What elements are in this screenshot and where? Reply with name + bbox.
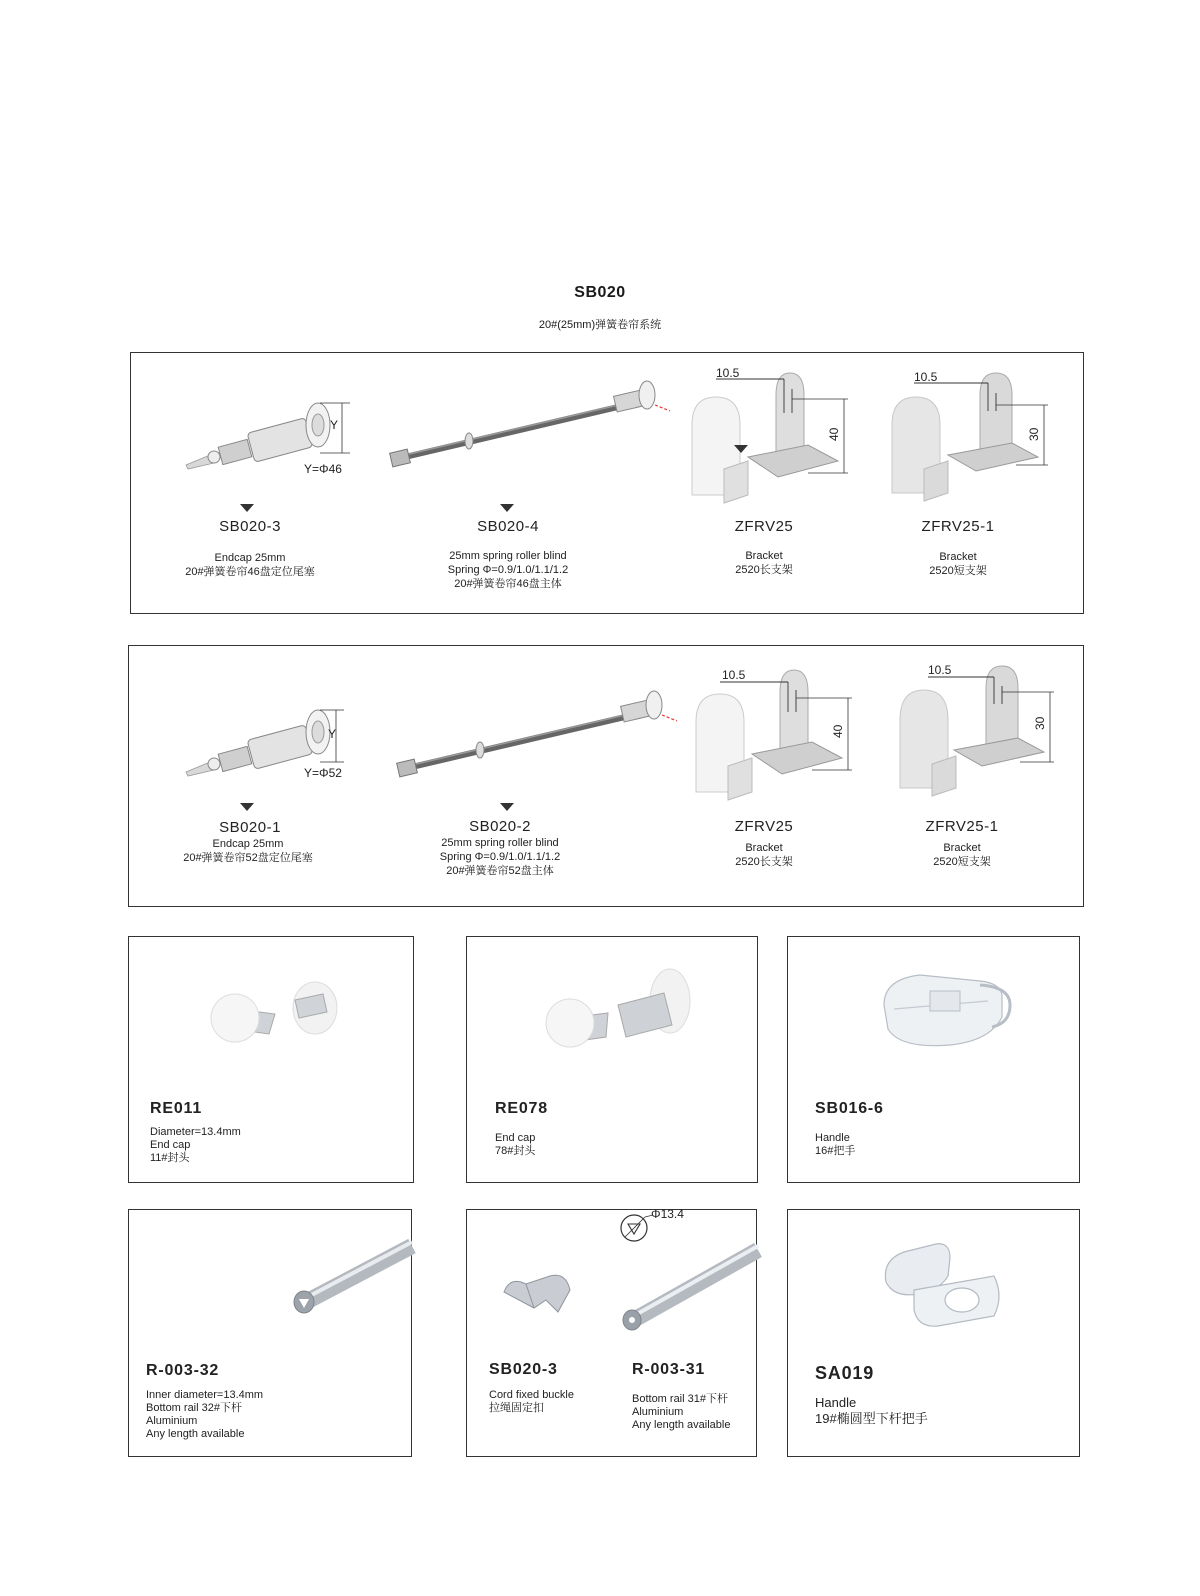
- cord-buckle-illustration: [500, 1270, 580, 1320]
- pointer-triangle-icon: [500, 504, 514, 512]
- dim-width: 10.5: [716, 366, 740, 380]
- product-desc: 25mm spring roller blind Spring Φ=0.9/1.0/1.1/1.2 20#弹簧卷帘46盘主体: [447, 550, 569, 590]
- page-subtitle: 20#(25mm)弹簧卷帘系统: [538, 319, 662, 331]
- product-code: ZFRV25: [734, 518, 794, 535]
- handle-sb016-illustration: [870, 965, 1020, 1055]
- product-code: SB016-6: [815, 1100, 884, 1117]
- bottom-rail-r00331-illustration: [618, 1238, 758, 1338]
- bracket-short-illustration: [896, 660, 1076, 800]
- product-code: SB020-3: [489, 1361, 558, 1378]
- product-code: R-003-32: [146, 1362, 220, 1379]
- pointer-triangle-icon: [240, 803, 254, 811]
- product-desc: Bracket 2520短支架: [933, 842, 991, 868]
- product-desc: Endcap 25mm 20#弹簧卷帘52盘定位尾塞: [183, 838, 313, 864]
- product-desc: 25mm spring roller blind Spring Φ=0.9/1.0/1.1/1.2 20#弹簧卷帘52盘主体: [439, 837, 561, 877]
- bottom-rail-r00332-illustration: [288, 1222, 412, 1332]
- product-code: SB020-3: [219, 518, 281, 535]
- product-desc: Cord fixed buckle 拉绳固定扣: [489, 1389, 574, 1414]
- product-code: SA019: [815, 1363, 875, 1383]
- dim-y-axis: Y: [328, 727, 337, 741]
- dim-label: Y=Φ52: [304, 766, 342, 780]
- dim-height: 40: [827, 427, 841, 441]
- spring-roller-illustration: [385, 375, 685, 475]
- dim-height: 30: [1027, 427, 1041, 441]
- product-desc: Bracket 2520长支架: [735, 550, 793, 576]
- product-code: SB020-1: [219, 819, 281, 836]
- product-code: ZFRV25: [734, 818, 794, 835]
- dim-height: 40: [831, 724, 845, 738]
- bracket-short-illustration: [888, 365, 1068, 505]
- product-desc: Bracket 2520短支架: [929, 551, 987, 577]
- dim-width: 10.5: [914, 370, 938, 384]
- product-code: ZFRV25-1: [925, 818, 999, 835]
- handle-sa019-illustration: [878, 1236, 1008, 1336]
- endcap-illustration: [180, 395, 350, 485]
- product-code: ZFRV25-1: [921, 518, 995, 535]
- endcap-re011-illustration: [205, 970, 345, 1060]
- dim-width: 10.5: [722, 668, 746, 682]
- product-desc: End cap 78#封头: [495, 1132, 536, 1157]
- product-code: SB020-2: [469, 818, 531, 835]
- product-code: RE011: [150, 1100, 203, 1117]
- product-desc-secondary: Bottom rail 31#下杆 Aluminium Any length available: [632, 1393, 731, 1431]
- product-desc: Diameter=13.4mm End cap 11#封头: [150, 1126, 241, 1164]
- product-desc: Bracket 2520长支架: [735, 842, 793, 868]
- pointer-triangle-icon: [500, 803, 514, 811]
- dim-y-axis: Y: [330, 418, 339, 432]
- dim-label: Φ13.4: [651, 1207, 684, 1221]
- product-code: SB020-4: [477, 518, 539, 535]
- bracket-long-illustration: [688, 365, 868, 505]
- dim-label: Y=Φ46: [304, 462, 342, 476]
- product-desc: Handle 16#把手: [815, 1132, 856, 1157]
- dim-width: 10.5: [928, 663, 952, 677]
- spring-roller-illustration: [392, 685, 692, 785]
- product-desc: Handle 19#椭圆型下杆把手: [815, 1395, 928, 1426]
- product-code-secondary: R-003-31: [632, 1361, 706, 1378]
- product-desc: Inner diameter=13.4mm Bottom rail 32#下杆 Aluminium Any length available: [146, 1389, 264, 1440]
- pointer-triangle-icon: [240, 504, 254, 512]
- endcap-re078-illustration: [540, 965, 690, 1060]
- bracket-long-illustration: [692, 660, 872, 800]
- endcap-illustration: [180, 702, 350, 792]
- product-code: RE078: [495, 1100, 548, 1117]
- dim-height: 30: [1033, 716, 1047, 730]
- page-title: SB020: [574, 284, 626, 301]
- product-desc: Endcap 25mm 20#弹簧卷帘46盘定位尾塞: [185, 552, 315, 578]
